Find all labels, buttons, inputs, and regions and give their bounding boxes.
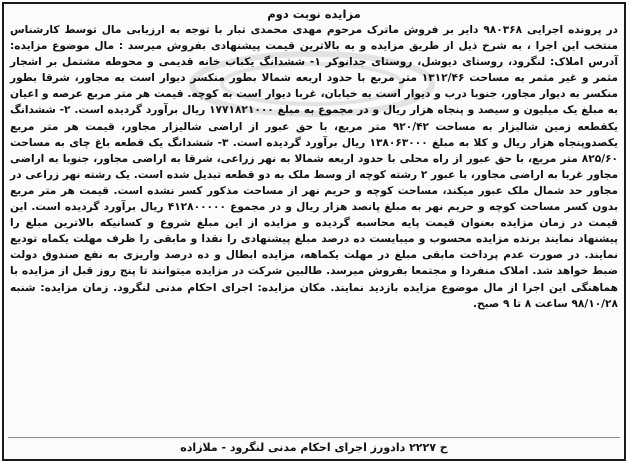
notice-paragraph-1: در پرونده اجرایی ۹۸۰۳۶۸ دایر بر فروش ماترک مرحوم مهدی محمدی تبار با توجه به ارزیابی مال توسط کارشناس منتخب این اجرا ، به شرح ذیل از طریق مزایده و به بالاترین قیمت پیشنهادی بفروش میرسد : مال موضوع مزایده: آدرس املاک: لنگرود، روستای دیوشل، روستای جدانوکر ۱- ششدانگ یکباب خانه قدیمی و محوطه مشتمل بر اشجار مثمر و غیر مثمر به مساحت ۱۳۱۲/۴۶ متر مربع با حدود اربعه شمالا بطور منکسر دیوار است به مجاور، شرقا بطور منکسر به دیوار مجاور، جنوبا درب و دیوار است به خیابان، غربا دیوار است به کوچه. قیمت هر متر مربع عرصه و اعیان به مبلغ یک میلیون و سیصد و پنجاه هزار ریال و در مجموع به مبلغ ۱۷۷۱۸۲۱۰۰۰ ریال برآورد گردیده است. (10, 24, 618, 117)
footer-divider (8, 437, 620, 438)
notice-title: مزایده نوبت دوم (267, 7, 361, 21)
auction-notice (2, 2, 626, 461)
notice-footer: ح ۲۲۲۷ دادورز اجرای احکام مدنی لنگرود - ملازاده (180, 441, 448, 454)
notice-paragraph-2: ۲- ششدانگ یکقطعه زمین شالیزار به مساحت ۹۲۰/۴۲ متر مربع، با حق عبور از اراضی شالیزار مجاور، قیمت هر متر مربع یکصدوپنجاه هزار ریال و کلا به مبلغ ۱۳۸۰۶۳۰۰۰ ریال برآورد گردیده است. ۳- ششدانگ یک قطعه باغ چای به مساحت ۸۲۵/۶۰ متر مربع، با حق عبور از راه محلی با حدود اربعه شمالا به نهر زراعی، شرقا به اراضی مجاور، جنوبا به اراضی مجاور غربا به اراضی مجاور، با عبور ۲ رشته کوچه از وسط ملک به دو قطعه تبدیل شده است. یک رشته نهر زراعی در مجاور حد شمال ملک عبور میکند، مساحت کوچه و حریم نهر از مساحت مذکور کسر نشده است. قیمت هر متر مربع بدون کسر مساحت کوچه و حریم نهر به مبلغ پانصد هزار ریال و در مجموع ۴۱۲۸۰۰۰۰۰ ریال برآورد گردیده است. این قیمت در زمان مزایده بعنوان قیمت پایه محاسبه گردیده و مزایده از این مبلغ شروع و کسانیکه بالاترین مبلغ را پیشنهاد نمایند برنده مزایده محسوب و میبایست ده درصد مبلغ پیشنهادی را نقدا و مابقی را ظرف مهلت یکماه تودیع نمایند. در صورت عدم پرداخت مابقی مبلغ در مهلت یکماهه، مزایده ابطال و ده درصد واریزی به نفع صندوق دولت ضبط خواهد شد. املاک منفردا و مجتمعا بفروش میرسد. طالبین شرکت در مزایده میتوانند تا پنج روز قبل از مزایده با هماهنگی این اجرا از مال موضوع مزایده بازدید نمایند. مکان مزایده: اجرای احکام مدنی لنگرود. زمان مزایده: شنبه ۹۸/۱۰/۲۸ ساعت ۸ تا ۹ صبح. (10, 104, 618, 310)
notice-body (10, 22, 618, 312)
